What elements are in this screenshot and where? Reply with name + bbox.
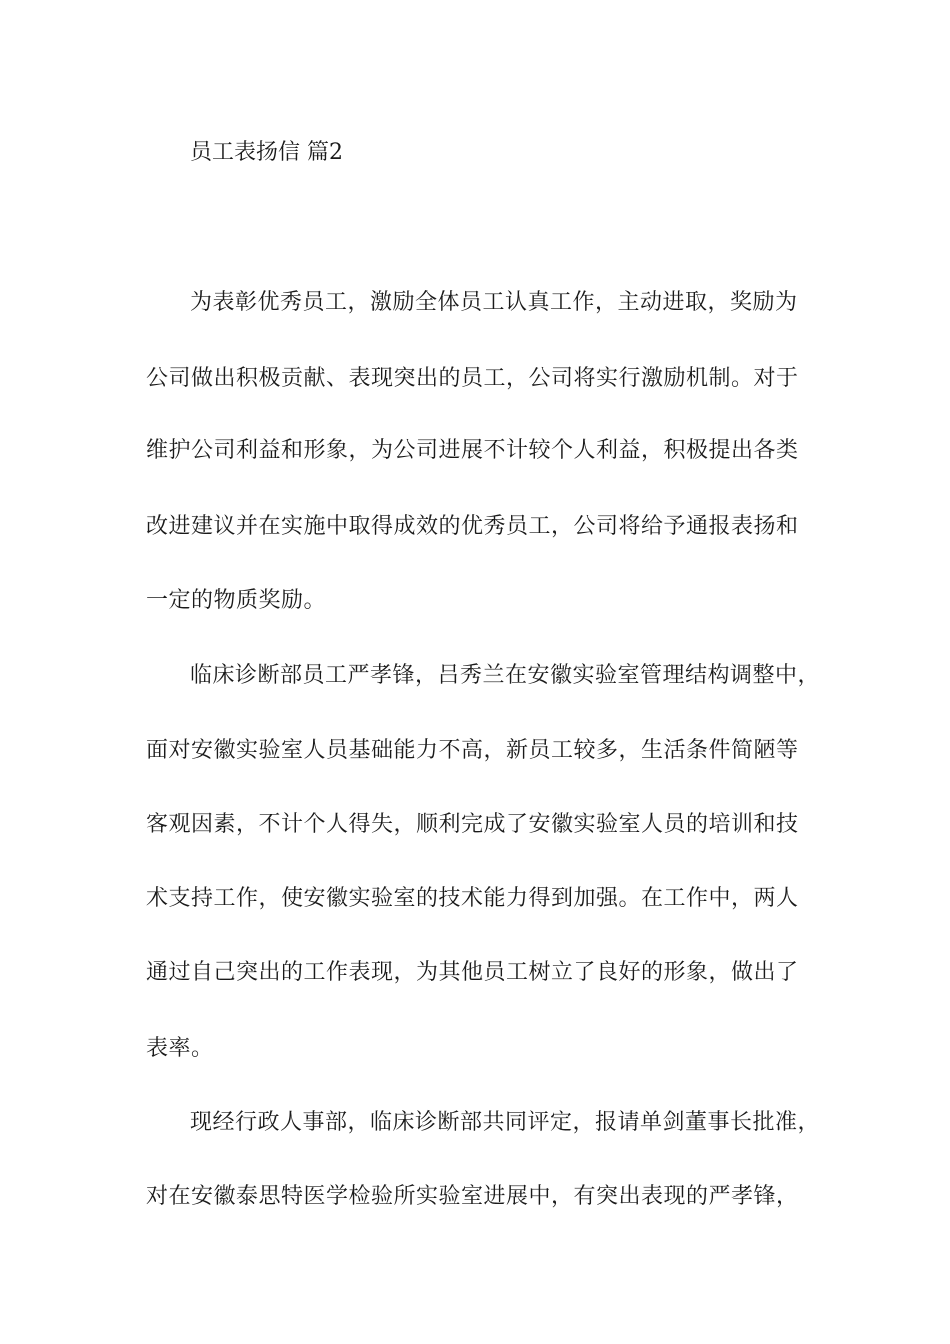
paragraph-1-line-2: 公司做出积极贡献、表现突出的员工，公司将实行激励机制。对于 <box>146 366 799 391</box>
paragraph-1-line-5: 一定的物质奖励。 <box>146 588 327 613</box>
paragraph-2-line-2: 面对安徽实验室人员基础能力不高，新员工较多，生活条件简陋等 <box>146 738 799 763</box>
paragraph-1-line-1: 为表彰优秀员工，激励全体员工认真工作，主动进取，奖励为 <box>190 290 798 315</box>
paragraph-1-line-3: 维护公司利益和形象，为公司进展不计较个人利益，积极提出各类 <box>146 438 799 463</box>
paragraph-2-line-6: 表率。 <box>146 1036 214 1061</box>
paragraph-2-line-4: 术支持工作，使安徽实验室的技术能力得到加强。在工作中，两人 <box>146 886 799 911</box>
paragraph-1-line-4: 改进建议并在实施中取得成效的优秀员工，公司将给予通报表扬和 <box>146 514 799 539</box>
paragraph-2-line-1: 临床诊断部员工严孝锋，吕秀兰在安徽实验室管理结构调整中， <box>190 663 821 688</box>
paragraph-2-line-3: 客观因素，不计个人得失，顺利完成了安徽实验室人员的培训和技 <box>146 812 799 837</box>
paragraph-3-line-2: 对在安徽泰思特医学检验所实验室进展中，有突出表现的严孝锋， <box>146 1184 799 1209</box>
document-title: 员工表扬信 篇2 <box>190 140 343 165</box>
paragraph-3-line-1: 现经行政人事部，临床诊断部共同评定，报请单剑董事长批准， <box>190 1110 821 1135</box>
paragraph-2-line-5: 通过自己突出的工作表现，为其他员工树立了良好的形象，做出了 <box>146 960 799 985</box>
